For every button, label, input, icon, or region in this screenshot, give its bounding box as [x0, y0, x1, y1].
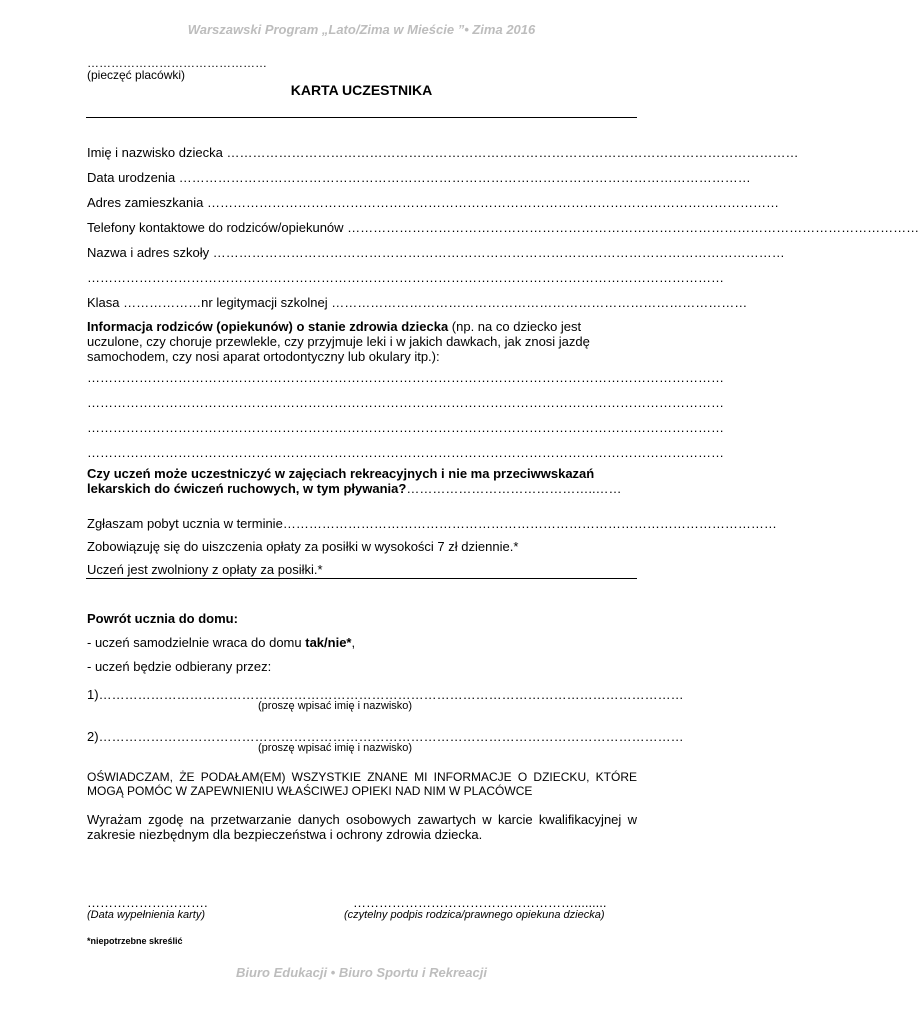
field-class-line[interactable]: ………………	[119, 295, 202, 310]
page-footer: Biuro Edukacji • Biuro Sportu i Rekreacji	[236, 965, 487, 980]
pickup-person-1-label: 1)	[87, 687, 99, 702]
pickup-person-1-hint: (proszę wpisać imię i nazwisko)	[258, 700, 413, 712]
field-stay-period[interactable]	[87, 516, 777, 531]
return-home-self-text: - uczeń samodzielnie wraca do domu	[87, 635, 306, 650]
health-line-1[interactable]: …………………………………………………………………………………………………………………………………	[87, 370, 724, 385]
field-phones-line[interactable]: ……………………………………………………………………………………………………………………	[343, 220, 919, 235]
stamp-label: (pieczęć placówki)	[87, 68, 186, 82]
return-home-self	[87, 635, 355, 650]
field-class-label: Klasa	[87, 295, 120, 310]
health-info-text: (np. na co dziecko jest uczulone, czy choruje przewlekle, czy przyjmuje leki i w jakich dawkach, jak znosi jazdę samochodem, czy nosi aparat ortodontyczny lub okulary itp.):	[87, 319, 590, 364]
field-school-line-2[interactable]: …………………………………………………………………………………………………………………………………	[87, 270, 724, 285]
field-stay-period-label: Zgłaszam pobyt ucznia w terminie	[87, 516, 283, 531]
health-line-3[interactable]: …………………………………………………………………………………………………………………………………	[87, 420, 724, 435]
form-title: KARTA UCZESTNIKA	[290, 82, 433, 98]
health-info-heading: Informacja rodziców (opiekunów) o stanie zdrowia dziecka	[87, 319, 449, 334]
field-child-name-label: Imię i nazwisko dziecka	[87, 145, 223, 160]
return-home-picked-up: - uczeń będzie odbierany przez:	[87, 659, 272, 674]
field-phones-label: Telefony kontaktowe do rodziców/opiekunów	[87, 220, 344, 235]
field-school-label: Nazwa i adres szkoły	[87, 245, 210, 260]
return-home-heading: Powrót ucznia do domu:	[87, 611, 238, 626]
health-line-4[interactable]: …………………………………………………………………………………………………………………………………	[87, 445, 724, 460]
pickup-person-2-hint: (proszę wpisać imię i nazwisko)	[258, 742, 413, 754]
return-home-self-suffix: ,	[351, 635, 356, 650]
title-divider	[86, 117, 637, 118]
data-consent: Wyrażam zgodę na przetwarzanie danych osobowych zawartych w karcie kwalifikacyjnej w zakresie niezbędnym dla bezpieczeństwa i ochrony zdrowia dziecka.	[87, 812, 637, 842]
sport-question-text: Czy uczeń może uczestniczyć w zajęciach rekreacyjnych i nie ma przeciwwskazań lekarskich do ćwiczeń ruchowych, w tym pływania?	[87, 466, 595, 496]
stamp-dots: ………………………………………	[87, 56, 267, 70]
field-child-name[interactable]	[87, 145, 799, 160]
field-address-label: Adres zamieszkania	[87, 195, 204, 210]
fee-exemption: Uczeń jest zwolniony z opłaty za posiłki.*	[87, 562, 323, 577]
signature-label: (czytelny podpis rodzica/prawnego opiekuna dziecka)	[344, 909, 605, 921]
signature-line[interactable]: …………………………………………….........	[353, 895, 607, 910]
declaration-statement: OŚWIADCZAM, ŻE PODAŁAM(EM) WSZYSTKIE ZNANE MI INFORMACJE O DZIECKU, KTÓRE MOGĄ POMÓC W ZAPEWNIENIU WŁAŚCIWEJ OPIEKI NAD NIM W PLACÓWCE	[87, 770, 637, 798]
return-home-choice[interactable]: tak/nie*	[305, 635, 352, 650]
date-label: (Data wypełnienia karty)	[87, 909, 205, 921]
field-school[interactable]	[87, 245, 785, 260]
field-school-line[interactable]: ……………………………………………………………………………………………………………………	[209, 245, 785, 260]
health-line-2[interactable]: …………………………………………………………………………………………………………………………………	[87, 395, 724, 410]
field-child-name-line[interactable]: ……………………………………………………………………………………………………………………	[222, 145, 799, 160]
date-line[interactable]: ……………………….	[87, 895, 208, 910]
footnote: *niepotrzebne skreślić	[87, 936, 183, 946]
fee-statement: Zobowiązuję się do uiszczenia opłaty za posiłki w wysokości 7 zł dziennie.*	[87, 539, 519, 554]
field-address-line[interactable]: ……………………………………………………………………………………………………………………	[203, 195, 779, 210]
pickup-person-1-line[interactable]: ………………………………………………………………………………………………………………………	[98, 687, 684, 702]
field-school-continued[interactable]	[87, 270, 724, 285]
sport-question-line[interactable]: ……………………………………..……	[406, 481, 622, 496]
field-stay-period-line[interactable]: ……………………………………………………………………………………………………	[282, 516, 777, 531]
field-class-id[interactable]	[87, 295, 748, 310]
field-birth-date[interactable]	[87, 170, 751, 185]
field-address[interactable]	[87, 195, 779, 210]
section-divider	[86, 578, 637, 579]
pickup-person-2-label: 2)	[87, 729, 99, 744]
health-info-prompt	[87, 319, 637, 364]
sport-question[interactable]	[87, 466, 637, 496]
field-birth-date-label: Data urodzenia	[87, 170, 176, 185]
page-header: Warszawski Program „Lato/Zima w Mieście ”• Zima 2016	[187, 22, 536, 37]
field-birth-date-line[interactable]: ……………………………………………………………………………………………………………………	[175, 170, 751, 185]
field-id-line[interactable]: ……………………………………………………………………………………	[327, 295, 748, 310]
pickup-person-2-line[interactable]: ………………………………………………………………………………………………………………………	[98, 729, 684, 744]
field-phones[interactable]	[87, 220, 919, 235]
field-id-label: nr legitymacji szkolnej	[201, 295, 328, 310]
